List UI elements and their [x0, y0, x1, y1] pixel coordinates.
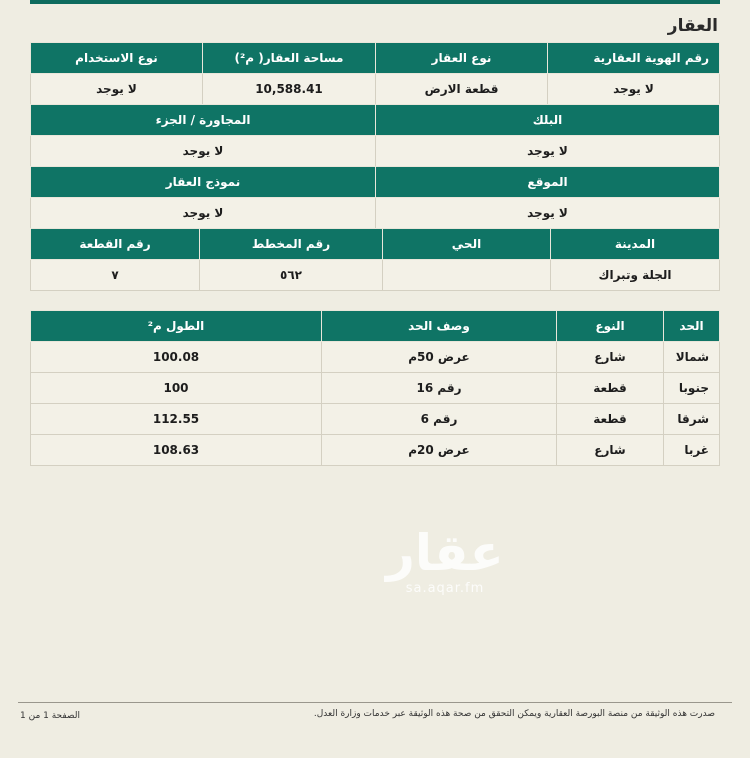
header-boundary: الحد [664, 311, 720, 342]
footer-divider [18, 702, 732, 703]
value-property-type: قطعة الارض [376, 74, 548, 105]
value-plot-number: ٧ [31, 260, 200, 291]
boundaries-table [30, 310, 720, 466]
header-block: البلك [376, 105, 720, 136]
section-title: العقار [667, 16, 718, 36]
value-property-model: لا يوجد [31, 198, 376, 229]
value-location: لا يوجد [376, 198, 720, 229]
footer-note: صدرت هذه الوثيقة من منصة البورصة العقارية ويمكن التحقق من صحة هذه الوثيقة عبر خدمات وزارة العدل. [313, 709, 715, 719]
header-plan-number: رقم المخطط [200, 229, 383, 260]
location-table [30, 166, 720, 229]
header-city: المدينة [551, 229, 720, 260]
page-number: الصفحة 1 من 1 [20, 711, 80, 721]
value-plan-number: ٥٦٢ [200, 260, 383, 291]
header-neighborhood-part: المجاورة / الجزء [31, 105, 376, 136]
boundary-description: رقم 6 [322, 404, 557, 435]
boundary-type: قطعة [557, 373, 664, 404]
header-location: الموقع [376, 167, 720, 198]
block-table [30, 104, 720, 167]
header-property-type: نوع العقار [376, 43, 548, 74]
boundary-direction: شمالا [664, 342, 720, 373]
watermark-url: sa.aqar.fm [405, 581, 485, 596]
header-property-area: مساحة العقار( م²) [203, 43, 376, 74]
boundary-length: 108.63 [31, 435, 322, 466]
boundary-direction: غربا [664, 435, 720, 466]
header-length: الطول م² [31, 311, 322, 342]
value-property-id: لا يوجد [548, 74, 720, 105]
boundary-description: رقم 16 [322, 373, 557, 404]
header-property-model: نموذج العقار [31, 167, 376, 198]
value-neighborhood-part: لا يوجد [31, 136, 376, 167]
boundary-type: قطعة [557, 404, 664, 435]
boundary-length: 100.08 [31, 342, 322, 373]
value-usage-type: لا يوجد [31, 74, 203, 105]
city-table [30, 228, 720, 291]
header-type: النوع [557, 311, 664, 342]
value-district [383, 260, 551, 291]
boundary-type: شارع [557, 342, 664, 373]
watermark-logo: عقار [386, 524, 504, 582]
boundary-length: 112.55 [31, 404, 322, 435]
header-boundary-description: وصف الحد [322, 311, 557, 342]
header-plot-number: رقم القطعة [31, 229, 200, 260]
header-usage-type: نوع الاستخدام [31, 43, 203, 74]
value-block: لا يوجد [376, 136, 720, 167]
top-divider [30, 0, 720, 4]
boundary-length: 100 [31, 373, 322, 404]
boundary-direction: شرقا [664, 404, 720, 435]
header-property-id: رقم الهوية العقارية [548, 43, 720, 74]
boundary-direction: جنوبا [664, 373, 720, 404]
aqar-watermark [375, 525, 515, 596]
header-district: الحي [383, 229, 551, 260]
boundary-description: عرض 50م [322, 342, 557, 373]
boundary-description: عرض 20م [322, 435, 557, 466]
boundary-type: شارع [557, 435, 664, 466]
value-city: الجلة وتبراك [551, 260, 720, 291]
value-property-area: 10,588.41 [203, 74, 376, 105]
property-table [30, 42, 720, 105]
